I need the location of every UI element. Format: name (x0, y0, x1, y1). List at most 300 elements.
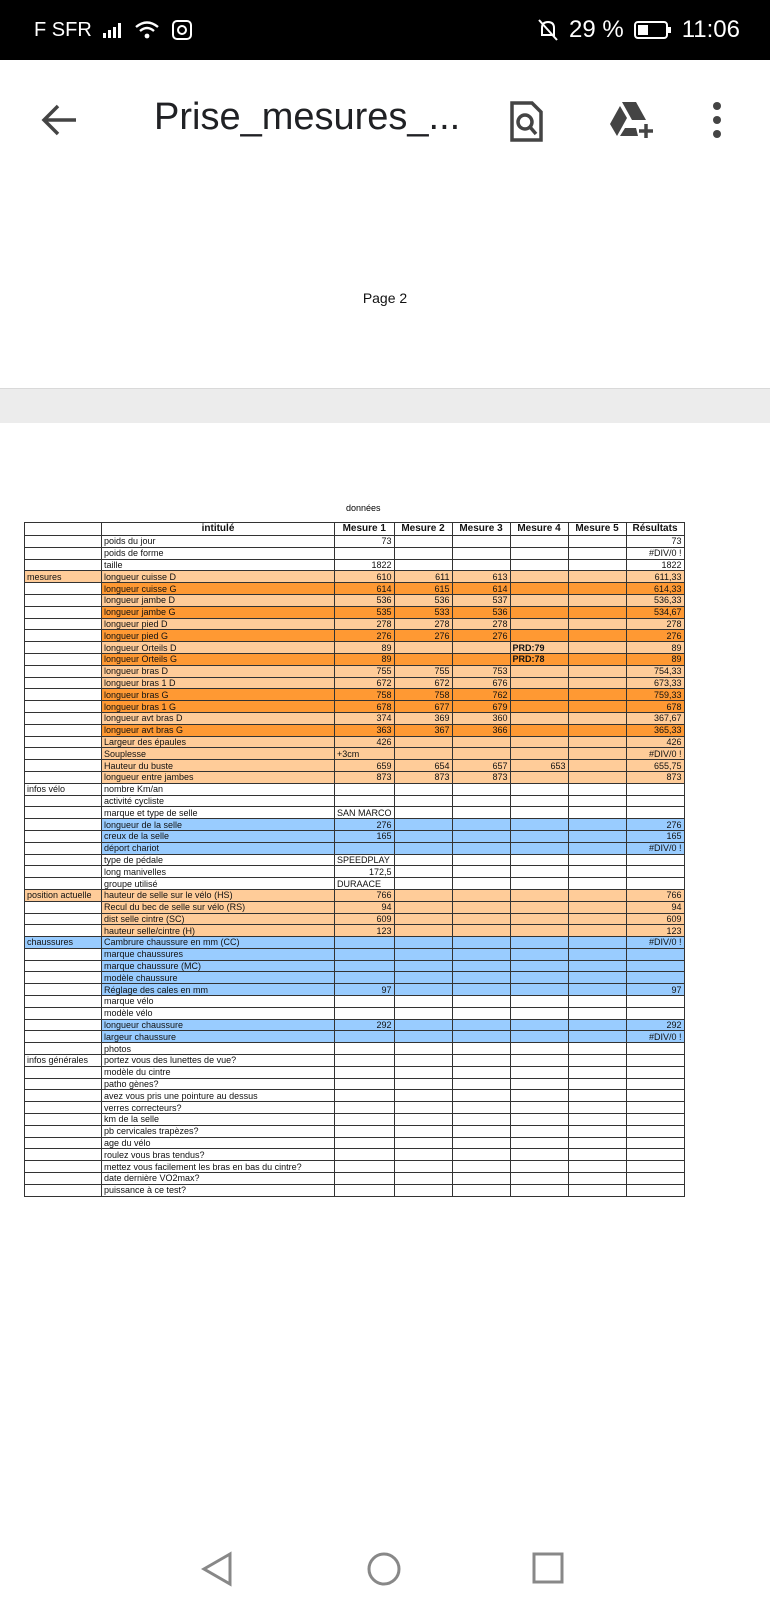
table-cell (626, 972, 684, 984)
table-cell (626, 795, 684, 807)
sheet-title: données (346, 503, 381, 513)
table-cell: 678 (335, 701, 395, 713)
column-header: Mesure 3 (452, 523, 510, 536)
table-cell (568, 760, 626, 772)
table-cell (452, 901, 510, 913)
table-cell (568, 1090, 626, 1102)
table-cell (335, 1066, 395, 1078)
table-row (25, 984, 685, 996)
table-cell (568, 1102, 626, 1114)
table-cell: 533 (394, 606, 452, 618)
table-cell (394, 1090, 452, 1102)
table-cell (626, 854, 684, 866)
table-cell (335, 1125, 395, 1137)
table-cell (626, 1090, 684, 1102)
row-category (25, 618, 102, 630)
table-cell (626, 960, 684, 972)
table-cell (510, 1161, 568, 1173)
table-cell (568, 1114, 626, 1126)
table-row (25, 760, 685, 772)
table-cell (510, 1043, 568, 1055)
table-cell (335, 960, 395, 972)
table-cell (452, 642, 510, 654)
table-cell (394, 1149, 452, 1161)
table-cell (568, 972, 626, 984)
table-row (25, 689, 685, 701)
table-cell (510, 748, 568, 760)
table-cell (568, 937, 626, 949)
table-cell (510, 1090, 568, 1102)
row-label: longueur pied D (102, 618, 335, 630)
table-cell (394, 748, 452, 760)
table-cell: 609 (335, 913, 395, 925)
find-in-document-icon[interactable] (508, 100, 544, 144)
table-cell (510, 889, 568, 901)
row-label: modèle du cintre (102, 1066, 335, 1078)
table-cell: 1822 (626, 559, 684, 571)
row-label: modèle chaussure (102, 972, 335, 984)
table-cell: 292 (335, 1019, 395, 1031)
table-cell (626, 1173, 684, 1185)
row-category: infos générales (25, 1055, 102, 1067)
table-cell (452, 1173, 510, 1185)
table-row (25, 1007, 685, 1019)
table-cell (394, 642, 452, 654)
row-label: marque chaussures (102, 948, 335, 960)
table-cell (626, 783, 684, 795)
table-cell (335, 1078, 395, 1090)
table-row (25, 583, 685, 595)
table-row (25, 1137, 685, 1149)
table-row (25, 913, 685, 925)
row-category (25, 606, 102, 618)
row-label: type de pédale (102, 854, 335, 866)
row-category (25, 1090, 102, 1102)
table-cell (568, 783, 626, 795)
table-cell (568, 996, 626, 1008)
row-category (25, 972, 102, 984)
table-cell (452, 1114, 510, 1126)
table-cell: 367,67 (626, 712, 684, 724)
row-label: Réglage des cales en mm (102, 984, 335, 996)
row-label: longueur avt bras D (102, 712, 335, 724)
table-cell (626, 948, 684, 960)
table-cell (452, 1031, 510, 1043)
table-cell (510, 536, 568, 548)
table-cell (394, 996, 452, 1008)
row-category (25, 1043, 102, 1055)
row-label: longueur cuisse D (102, 571, 335, 583)
table-cell: 97 (626, 984, 684, 996)
table-cell (452, 736, 510, 748)
row-category (25, 854, 102, 866)
battery-percent: 29 % (569, 16, 624, 43)
table-cell (394, 925, 452, 937)
row-category (25, 1184, 102, 1196)
row-category (25, 842, 102, 854)
table-cell (568, 1043, 626, 1055)
table-cell (510, 736, 568, 748)
row-label: longueur cuisse G (102, 583, 335, 595)
row-category (25, 925, 102, 937)
table-cell (568, 819, 626, 831)
table-cell (510, 795, 568, 807)
row-category (25, 771, 102, 783)
table-cell: SPEEDPLAY (335, 854, 395, 866)
table-cell (335, 1007, 395, 1019)
table-cell (568, 642, 626, 654)
table-cell (510, 771, 568, 783)
table-cell (452, 1161, 510, 1173)
table-cell (394, 854, 452, 866)
table-cell: 610 (335, 571, 395, 583)
table-cell: 614 (452, 583, 510, 595)
table-cell (568, 677, 626, 689)
table-cell: 123 (335, 925, 395, 937)
table-cell (452, 1043, 510, 1055)
row-category (25, 866, 102, 878)
table-cell: 89 (335, 653, 395, 665)
table-row (25, 748, 685, 760)
table-cell (510, 583, 568, 595)
table-cell (452, 547, 510, 559)
table-cell (568, 606, 626, 618)
row-label: longueur bras 1 D (102, 677, 335, 689)
table-cell (452, 948, 510, 960)
table-cell (452, 1066, 510, 1078)
table-cell: +3cm (335, 748, 395, 760)
table-cell (452, 1102, 510, 1114)
table-cell: 172,5 (335, 866, 395, 878)
row-label: age du vélo (102, 1137, 335, 1149)
row-category (25, 689, 102, 701)
table-row (25, 1031, 685, 1043)
table-cell (568, 559, 626, 571)
table-cell: 762 (452, 689, 510, 701)
row-category (25, 724, 102, 736)
table-cell: 679 (452, 701, 510, 713)
table-row (25, 1090, 685, 1102)
row-label: portez vous des lunettes de vue? (102, 1055, 335, 1067)
table-cell (568, 1137, 626, 1149)
table-cell (510, 783, 568, 795)
table-cell (394, 653, 452, 665)
table-row (25, 1125, 685, 1137)
row-category (25, 642, 102, 654)
row-label: longueur jambe D (102, 594, 335, 606)
table-cell: 613 (452, 571, 510, 583)
table-cell (335, 1055, 395, 1067)
table-cell (452, 1125, 510, 1137)
table-row (25, 854, 685, 866)
navigation-bar (0, 1533, 770, 1600)
row-label: taille (102, 559, 335, 571)
row-label: long manivelles (102, 866, 335, 878)
table-cell: 873 (626, 771, 684, 783)
table-cell: 89 (626, 653, 684, 665)
row-label: longueur chaussure (102, 1019, 335, 1031)
table-row (25, 1066, 685, 1078)
table-cell (626, 1184, 684, 1196)
table-cell (394, 984, 452, 996)
table-cell (452, 783, 510, 795)
table-row (25, 901, 685, 913)
row-category (25, 1149, 102, 1161)
table-cell (394, 1019, 452, 1031)
row-category (25, 653, 102, 665)
table-cell: 673,33 (626, 677, 684, 689)
table-cell (626, 996, 684, 1008)
table-cell (394, 1007, 452, 1019)
table-cell (452, 960, 510, 972)
table-cell (510, 724, 568, 736)
nav-back-icon[interactable] (200, 1551, 234, 1587)
row-label: longueur pied G (102, 630, 335, 642)
table-cell (510, 665, 568, 677)
table-cell: 536 (394, 594, 452, 606)
table-cell: 754,33 (626, 665, 684, 677)
table-cell (394, 889, 452, 901)
table-cell (510, 996, 568, 1008)
back-arrow-icon[interactable] (38, 98, 82, 142)
table-cell (626, 1043, 684, 1055)
table-cell (452, 807, 510, 819)
row-category (25, 1019, 102, 1031)
table-cell: 766 (626, 889, 684, 901)
table-cell (510, 618, 568, 630)
table-cell: 276 (452, 630, 510, 642)
table-cell (394, 736, 452, 748)
table-cell (568, 1055, 626, 1067)
column-header: Mesure 5 (568, 523, 626, 536)
table-cell: 360 (452, 712, 510, 724)
table-cell (568, 547, 626, 559)
table-cell (568, 854, 626, 866)
table-cell: 758 (394, 689, 452, 701)
table-cell (626, 1007, 684, 1019)
row-label: largeur chaussure (102, 1031, 335, 1043)
row-label: activité cycliste (102, 795, 335, 807)
table-cell: 123 (626, 925, 684, 937)
table-cell (626, 1102, 684, 1114)
table-cell (568, 689, 626, 701)
row-label: date dernière VO2max? (102, 1173, 335, 1185)
table-cell (510, 1019, 568, 1031)
table-cell (394, 1137, 452, 1149)
table-row (25, 606, 685, 618)
table-cell (568, 948, 626, 960)
table-row (25, 571, 685, 583)
page-label: Page 2 (362, 290, 408, 306)
table-cell (568, 842, 626, 854)
table-cell: 276 (626, 819, 684, 831)
row-category (25, 795, 102, 807)
table-cell (452, 854, 510, 866)
table-cell (452, 984, 510, 996)
clock: 11:06 (681, 16, 740, 43)
row-category (25, 996, 102, 1008)
table-cell (335, 1043, 395, 1055)
row-category (25, 948, 102, 960)
table-cell (335, 948, 395, 960)
table-cell: 873 (394, 771, 452, 783)
row-label: creux de la selle (102, 830, 335, 842)
table-row (25, 996, 685, 1008)
table-cell (568, 1078, 626, 1090)
table-cell: 276 (394, 630, 452, 642)
table-cell: 609 (626, 913, 684, 925)
table-cell (626, 878, 684, 890)
table-cell (626, 866, 684, 878)
table-cell (394, 1102, 452, 1114)
table-cell (568, 807, 626, 819)
table-cell: 672 (335, 677, 395, 689)
row-label: marque chaussure (MC) (102, 960, 335, 972)
measurements-table (24, 522, 685, 1197)
table-cell: 369 (394, 712, 452, 724)
table-cell: 374 (335, 712, 395, 724)
table-cell (394, 1125, 452, 1137)
table-cell: 94 (335, 901, 395, 913)
table-row (25, 665, 685, 677)
table-cell (510, 701, 568, 713)
table-cell: 366 (452, 724, 510, 736)
table-header (25, 523, 685, 536)
row-category (25, 807, 102, 819)
row-category: chaussures (25, 937, 102, 949)
table-row (25, 1102, 685, 1114)
table-cell (626, 1161, 684, 1173)
table-cell: 165 (335, 830, 395, 842)
row-category (25, 984, 102, 996)
table-row (25, 948, 685, 960)
table-cell (335, 1031, 395, 1043)
table-cell (335, 996, 395, 1008)
table-cell: 89 (626, 642, 684, 654)
table-cell: 1822 (335, 559, 395, 571)
table-cell: 678 (626, 701, 684, 713)
row-category (25, 960, 102, 972)
table-cell (335, 1161, 395, 1173)
table-cell: 365,33 (626, 724, 684, 736)
table-cell (626, 807, 684, 819)
row-label: Largeur des épaules (102, 736, 335, 748)
table-cell: 759,33 (626, 689, 684, 701)
table-cell: 677 (394, 701, 452, 713)
row-category (25, 1066, 102, 1078)
table-cell (510, 594, 568, 606)
mute-bell-icon (537, 18, 559, 42)
table-row (25, 972, 685, 984)
row-category (25, 594, 102, 606)
row-category (25, 1137, 102, 1149)
table-row (25, 712, 685, 724)
table-cell: 657 (452, 760, 510, 772)
table-row (25, 807, 685, 819)
column-header: intitulé (102, 523, 335, 536)
row-label: longueur Orteils G (102, 653, 335, 665)
table-row (25, 559, 685, 571)
table-row (25, 653, 685, 665)
table-cell (568, 665, 626, 677)
table-cell (452, 1019, 510, 1031)
table-cell (510, 1149, 568, 1161)
table-cell: 278 (452, 618, 510, 630)
nav-recents-icon[interactable] (531, 1551, 565, 1585)
table-cell (335, 972, 395, 984)
table-cell (452, 653, 510, 665)
wifi-icon (134, 20, 160, 40)
table-cell: #DIV/0 ! (626, 1031, 684, 1043)
app-bar (0, 60, 770, 181)
document-page-1 (0, 180, 770, 388)
table-cell: 535 (335, 606, 395, 618)
table-cell (510, 689, 568, 701)
nav-home-icon[interactable] (366, 1551, 402, 1587)
table-cell (510, 571, 568, 583)
row-label: longueur bras G (102, 689, 335, 701)
table-cell (394, 536, 452, 548)
table-cell (568, 618, 626, 630)
row-category (25, 878, 102, 890)
table-cell: 654 (394, 760, 452, 772)
table-cell (510, 807, 568, 819)
table-cell (452, 1184, 510, 1196)
row-label: marque vélo (102, 996, 335, 1008)
add-to-drive-icon[interactable] (608, 100, 656, 140)
table-cell (568, 866, 626, 878)
more-options-icon[interactable] (712, 100, 722, 140)
table-cell: #DIV/0 ! (626, 842, 684, 854)
table-cell (452, 748, 510, 760)
row-category (25, 819, 102, 831)
table-cell: SAN MARCO (335, 807, 395, 819)
row-category (25, 830, 102, 842)
document-page-2 (0, 423, 770, 1533)
table-cell (452, 1007, 510, 1019)
row-category (25, 913, 102, 925)
table-cell: #DIV/0 ! (626, 748, 684, 760)
table-cell (510, 972, 568, 984)
table-cell: 536 (335, 594, 395, 606)
row-category (25, 677, 102, 689)
table-cell (335, 1102, 395, 1114)
table-cell: 276 (626, 630, 684, 642)
table-cell: 758 (335, 689, 395, 701)
row-category (25, 1031, 102, 1043)
table-cell (568, 1125, 626, 1137)
row-category: mesures (25, 571, 102, 583)
table-cell: 367 (394, 724, 452, 736)
table-cell: 363 (335, 724, 395, 736)
table-cell (394, 913, 452, 925)
row-category (25, 547, 102, 559)
table-cell (568, 878, 626, 890)
table-cell (452, 1149, 510, 1161)
table-cell (626, 1137, 684, 1149)
table-cell: 94 (626, 901, 684, 913)
row-category (25, 760, 102, 772)
table-row (25, 878, 685, 890)
table-cell (568, 1184, 626, 1196)
table-cell (568, 1019, 626, 1031)
table-cell (452, 819, 510, 831)
table-cell (568, 630, 626, 642)
table-row (25, 925, 685, 937)
table-cell (568, 1173, 626, 1185)
table-cell (568, 1066, 626, 1078)
table-cell (335, 547, 395, 559)
